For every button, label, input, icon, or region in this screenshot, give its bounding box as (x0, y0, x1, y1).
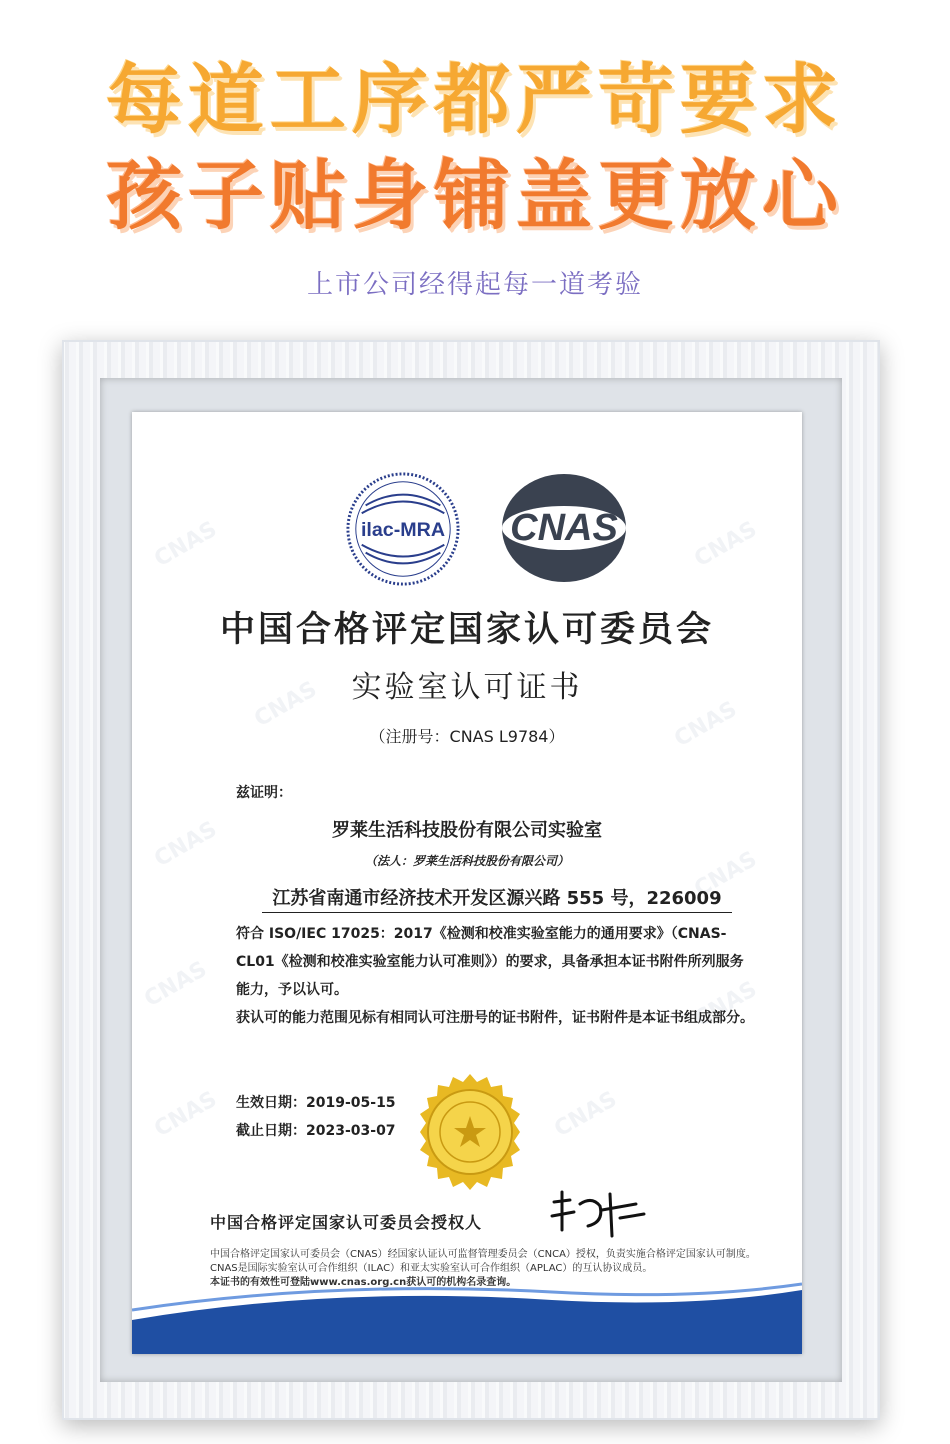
ilac-logo-text: ilac-MRA (360, 518, 446, 541)
laboratory-name: 罗莱生活科技股份有限公司实验室 (332, 820, 602, 841)
watermark-text: CNAS (550, 1086, 622, 1143)
watermark-text: CNAS (250, 676, 322, 733)
expiry-date: 截止日期：2023-03-07 (236, 1123, 396, 1139)
footer-note-3: 本证书的有效性可登陆www.cnas.org.cn获认可的机构名录查询。 (210, 1277, 517, 1288)
ilac-mra-logo (344, 470, 462, 588)
watermark-text: CNAS (150, 516, 222, 573)
signature (540, 1182, 660, 1242)
legal-entity: （法人：罗莱生活科技股份有限公司） (364, 854, 569, 868)
banner-subtitle: 上市公司经得起每一道考验 (306, 270, 643, 300)
certificate-body-paragraph-2: 获认可的能力范围见标有相同认可注册号的证书附件，证书附件是本证书组成部分。 (236, 1010, 754, 1026)
watermark-text: CNAS (150, 816, 222, 873)
certificate (132, 412, 802, 1354)
banner-line-1: 每道工序都严苛要求 (106, 55, 844, 144)
footer-wave (132, 1280, 802, 1354)
footer-note-1: 中国合格评定国家认可委员会（CNAS）经国家认证认可监督管理委员会（CNCA）授权，负责实施合格评定国家认可制度。 (210, 1249, 756, 1260)
gold-seal-icon (410, 1072, 530, 1192)
certificate-issuer-title: 中国合格评定国家认可委员会 (219, 610, 714, 650)
watermark-text: CNAS (690, 516, 762, 573)
registration-number: （注册号：CNAS L9784） (369, 727, 565, 746)
watermark-text: CNAS (140, 956, 212, 1013)
authorized-signatory-label: 中国合格评定国家认可委员会授权人 (210, 1213, 483, 1232)
watermark-text: CNAS (150, 1086, 222, 1143)
laboratory-address: 江苏省南通市经济技术开发区源兴路 555 号，226009 (262, 884, 732, 913)
banner-line-2: 孩子贴身铺盖更放心 (106, 151, 844, 240)
certificate-body-paragraph-1: 符合 ISO/IEC 17025：2017《检测和校准实验室能力的通用要求》（CNAS-CL01《检测和校准实验室能力认可准则》）的要求，具备承担本证书附件所列服务能力，予以认可。 (236, 926, 744, 998)
watermark-text: CNAS (670, 696, 742, 753)
footer-note-2: CNAS是国际实验室认可合作组织（ILAC）和亚太实验室认可合作组织（APLAC）的互认协议成员。 (210, 1263, 653, 1274)
certificate-type: 实验室认可证书 (351, 670, 583, 705)
cnas-logo (494, 470, 634, 586)
effective-date: 生效日期：2019-05-15 (236, 1095, 396, 1111)
cnas-logo-text: CNAS (510, 507, 618, 549)
watermark-text: CNAS (690, 846, 762, 903)
watermark-text: CNAS (690, 976, 762, 1033)
certify-label: 兹证明： (236, 785, 292, 801)
